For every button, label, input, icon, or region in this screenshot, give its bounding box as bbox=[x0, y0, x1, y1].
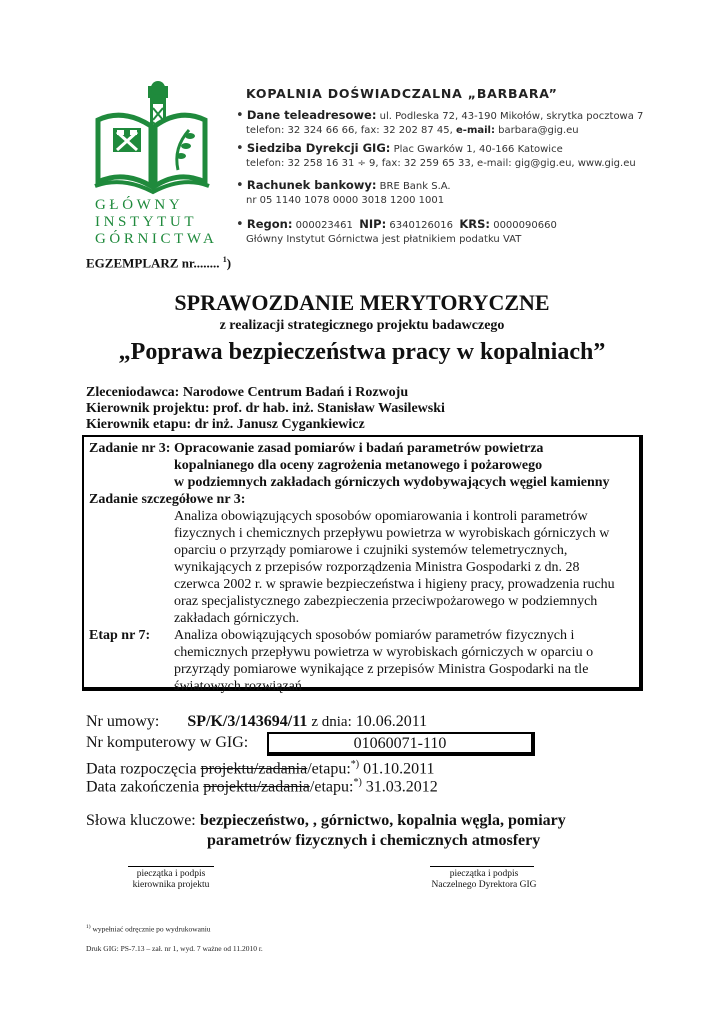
gig-logo-icon bbox=[93, 78, 211, 196]
bank-name: BRE Bank S.A. bbox=[379, 181, 451, 192]
computer-label: Nr komputerowy w GIG: bbox=[86, 734, 249, 751]
detail-line: fizycznych i chemicznych przepływu powietrza w wyrobiskach górniczych w bbox=[174, 526, 610, 541]
stage-line: światowych rozwiązań bbox=[174, 679, 302, 694]
detail-line: Analiza obowiązujących sposobów opomiarowania i kontroli parametrów bbox=[174, 509, 588, 524]
hq-contact: telefon: 32 258 16 31 ÷ 9, fax: 32 259 65 33, e-mail: gig@gig.eu, www.gig.eu bbox=[246, 158, 636, 169]
start-date-line: Data rozpoczęcia projektu/zadania/etapu:*) 01.10.2011 bbox=[86, 759, 435, 778]
institute-name-line3: GÓRNICTWA bbox=[95, 231, 218, 247]
hq-label: Siedziba Dyrekcji GIG: bbox=[246, 141, 391, 155]
krs-value: 0000090660 bbox=[493, 220, 557, 231]
keywords-line2: parametrów fizycznych i chemicznych atmosfery bbox=[207, 832, 541, 849]
task-label: Zadanie nr 3: bbox=[89, 441, 171, 456]
mine-name: KOPALNIA DOŚWIADCZALNA „BARBARA” bbox=[246, 86, 558, 101]
registry-line: • Regon: 000023461 NIP: 6340126016 KRS: 0000090660 bbox=[236, 217, 557, 232]
contract-date: 10.06.2011 bbox=[355, 713, 428, 730]
document-subtitle: z realizacji strategicznego projektu badawczego bbox=[219, 318, 505, 333]
bank-account: nr 05 1140 1078 0000 3018 1200 1001 bbox=[246, 195, 445, 206]
end-date: 31.03.2012 bbox=[365, 778, 438, 796]
project-manager: Kierownik projektu: prof. dr hab. inż. Stanisław Wasilewski bbox=[86, 401, 445, 416]
regon-value: 000023461 bbox=[295, 220, 353, 231]
stage-line: chemicznych przepływu powietrza w wyrobiskach górniczych w oparciu o bbox=[174, 645, 594, 660]
footnote: $^{1)}$ wypełniać odręcznie po wydrukowaniu bbox=[86, 924, 211, 934]
stage-line: Analiza obowiązujących sposobów pomiarów parametrów fizycznych i bbox=[174, 628, 575, 643]
stage-label: Etap nr 7: bbox=[89, 628, 151, 643]
signature-line-right bbox=[430, 866, 534, 867]
task-box bbox=[82, 435, 643, 694]
end-date-line: Data zakończenia projektu/zadania/etapu:*) 31.03.2012 bbox=[86, 777, 438, 796]
project-title: „Poprawa bezpieczeństwa pracy w kopalniach” bbox=[118, 339, 606, 365]
hq-address: Plac Gwarków 1, 40-166 Katowice bbox=[393, 144, 563, 155]
contact-email: barbara@gig.eu bbox=[498, 125, 579, 136]
nip-value: 6340126016 bbox=[389, 220, 453, 231]
keywords-line1: bezpieczeństwo, , górnictwo, kopalnia węgla, pomiary bbox=[200, 812, 566, 829]
vat-note: Główny Instytut Górnictwa jest płatnikiem podatku VAT bbox=[246, 234, 522, 245]
signature-line-left bbox=[128, 866, 214, 867]
signature-left: pieczątka i podpis kierownika projektu bbox=[132, 869, 210, 890]
detail-line: wynikających z przepisów rozporządzenia Ministra Gospodarki z dn. 28 bbox=[174, 560, 580, 575]
contract-number: SP/K/3/143694/11 bbox=[187, 713, 308, 730]
stage-manager: Kierownik etapu: dr inż. Janusz Cygankiewicz bbox=[86, 417, 365, 432]
print-info: Druk GIG: PS-7.13 – zał. nr 1, wyd. 7 ważne od 11.2010 r. bbox=[86, 944, 263, 953]
task-line: w podziemnych zakładach górniczych wydobywających węgiel kamienny bbox=[174, 475, 610, 490]
detail-label: Zadanie szczegółowe nr 3: bbox=[89, 492, 246, 507]
contractor: Zleceniodawca: Narodowe Centrum Badań i Rozwoju bbox=[86, 385, 409, 400]
document-title: SPRAWOZDANIE MERYTORYCZNE bbox=[174, 290, 550, 315]
task-line: kopalnianego dla oceny zagrożenia metanowego i pożarowego bbox=[174, 458, 543, 473]
detail-line: oparciu o przyrządy pomiarowe i czujniki systemów telemetrycznych, bbox=[174, 543, 568, 558]
institute-name-line1: GŁÓWNY bbox=[95, 197, 184, 213]
detail-line: czerwca 2002 r. w sprawie bezpieczeństwa i higieny pracy, prowadzenia ruchu bbox=[174, 577, 615, 592]
keywords-label: Słowa kluczowe: bbox=[86, 812, 196, 829]
bank-label: Rachunek bankowy: bbox=[246, 178, 377, 192]
stage-line: przyrządy pomiarowe wynikające z przepisów Ministra Gospodarki na tle bbox=[174, 662, 589, 677]
contact-address: ul. Podleska 72, 43-190 Mikołów, skrytka pocztowa 7 bbox=[379, 111, 644, 122]
detail-line: oraz specjalistycznego zabezpieczenia przeciwpożarowego w podziemnych bbox=[174, 594, 598, 609]
contact-line: • Dane teleadresowe: ul. Podleska 72, 43-190 Mikołów, skrytka pocztowa 7 bbox=[236, 108, 644, 123]
contract-label: Nr umowy: bbox=[86, 713, 160, 730]
computer-number: 01060071-110 bbox=[267, 732, 535, 756]
start-date: 01.10.2011 bbox=[363, 760, 435, 778]
bank-line: • Rachunek bankowy: BRE Bank S.A. bbox=[236, 178, 451, 193]
contact-label: Dane teleadresowe: bbox=[246, 108, 377, 122]
contact-details: telefon: 32 324 66 66, fax: 32 202 87 45, e-mail: barbara@gig.eu bbox=[246, 125, 579, 136]
contract-line: Nr umowy: SP/K/3/143694/11 z dnia: 10.06.2011 bbox=[86, 713, 428, 730]
detail-line: zakładach górniczych. bbox=[174, 611, 300, 626]
hq-line: • Siedziba Dyrekcji GIG: Plac Gwarków 1, 40-166 Katowice bbox=[236, 141, 563, 156]
copy-number: EGZEMPLARZ nr........ $^1$) bbox=[86, 255, 232, 271]
signature-right: pieczątka i podpis Naczelnego Dyrektora GIG bbox=[431, 869, 537, 890]
task-line: Opracowanie zasad pomiarów i badań parametrów powietrza bbox=[174, 441, 544, 456]
institute-name-line2: INSTYTUT bbox=[95, 214, 198, 230]
